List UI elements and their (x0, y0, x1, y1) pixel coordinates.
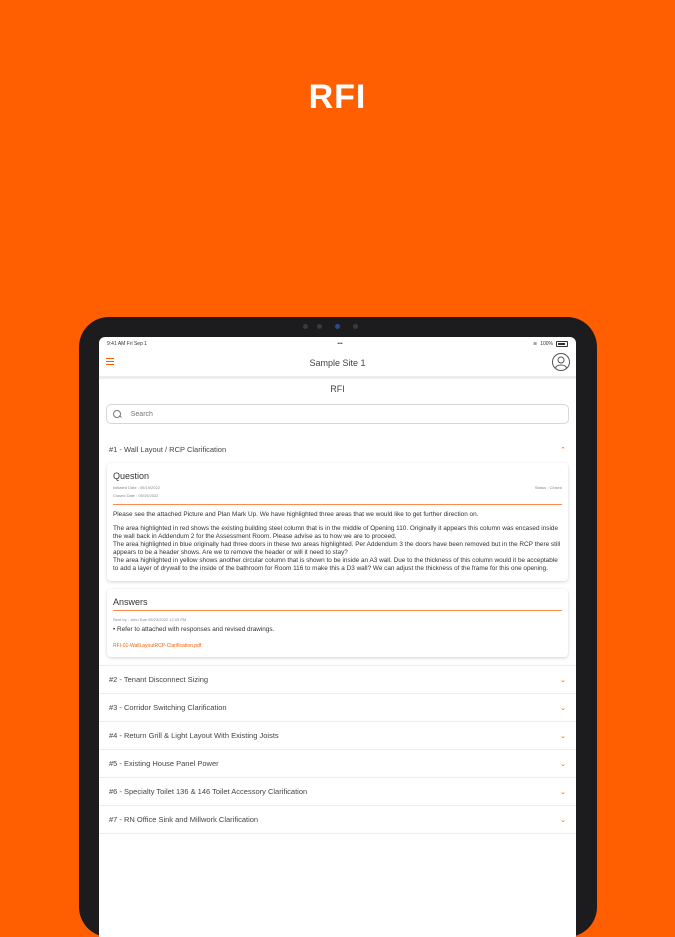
rfi-expanded-item (99, 436, 576, 666)
rfi-row-3[interactable] (99, 694, 576, 722)
closed-date: Closed Date : 05/19/2022 (113, 493, 159, 498)
hamburger-menu-icon[interactable] (106, 358, 114, 365)
rfi-row-2[interactable] (99, 666, 576, 694)
chevron-down-icon[interactable]: ⌄ (560, 676, 566, 684)
rfi-row-7[interactable] (99, 806, 576, 834)
answer-text: • Refer to attached with responses and revised drawings. (113, 626, 275, 633)
camera-dot (353, 324, 358, 329)
camera-lens (335, 324, 340, 329)
question-paragraph: The area highlighted in red shows the existing building steel column that is in the middle of Opening 110. Originally it appears this column was encased inside the wall back in Addendum 2 for the Assessment Room. Please advise as to how we are to proceed. (113, 525, 558, 540)
question-paragraph: The area highlighted in yellow shows another circular column that is shown to be inside an A3 wall. Due to the thickness of this column would it be acceptable to add a layer of drywall to the inside of the bathroom for Room 116 to make this a D3 wall? We can adjust the thickness of the frame for this one opening. (113, 557, 558, 572)
rfi-row-5[interactable] (99, 750, 576, 778)
rfi-row-title: #3 - Corridor Switching Clarification (109, 703, 227, 712)
status-bar (99, 337, 576, 350)
answers-heading: Answers (113, 597, 148, 607)
question-card (107, 463, 568, 581)
wifi-icon: ≋ (532, 340, 538, 347)
rfi-row-4[interactable] (99, 722, 576, 750)
battery-percent: 100% (540, 340, 553, 347)
camera-dot (303, 324, 308, 329)
search-input[interactable] (129, 410, 562, 419)
chevron-down-icon[interactable]: ⌄ (560, 704, 566, 712)
app-screen (99, 337, 576, 937)
attachment-link[interactable]: RFI-01-WallLayoutRCP-Clarification.pdf (113, 643, 202, 649)
question-paragraph: Please see the attached Picture and Plan Mark Up. We have highlighted three areas that we would like to get further direction on. (113, 511, 479, 518)
page-title: RFI (330, 384, 345, 394)
rfi-row-title: #1 - Wall Layout / RCP Clarification (109, 445, 227, 454)
search-icon (113, 410, 121, 418)
answers-card (107, 589, 568, 657)
chevron-down-icon[interactable]: ⌄ (560, 732, 566, 740)
chevron-up-icon[interactable]: ⌃ (560, 446, 566, 454)
answer-sent-by: Sent by : John Doe 05/23/2022 12:03 PM (113, 617, 187, 622)
nav-bar (99, 350, 576, 377)
status-label: Status : Closed (534, 485, 562, 490)
camera-dot (317, 324, 322, 329)
site-title: Sample Site 1 (309, 358, 366, 368)
chevron-down-icon[interactable]: ⌄ (560, 816, 566, 824)
user-profile-icon[interactable] (552, 353, 570, 371)
rfi-row-title: #4 - Return Grill & Light Layout With Existing Joists (109, 731, 279, 740)
battery-icon (556, 341, 568, 347)
tablet-device-frame (79, 317, 597, 937)
rfi-row-title: #5 - Existing House Panel Power (109, 759, 219, 768)
chevron-down-icon[interactable]: ⌄ (560, 788, 566, 796)
rfi-row-6[interactable] (99, 778, 576, 806)
question-heading: Question (113, 471, 150, 481)
rfi-row-title: #2 - Tenant Disconnect Sizing (109, 675, 209, 684)
divider (113, 504, 562, 505)
chevron-down-icon[interactable]: ⌄ (560, 760, 566, 768)
hero-title: RFI (308, 78, 367, 116)
rfi-row-1[interactable] (99, 436, 576, 463)
initiated-date: Initiated Date : 05/19/2022 (113, 485, 160, 490)
rfi-row-title: #7 - RN Office Sink and Millwork Clarification (109, 815, 259, 824)
status-time: 9:41 AM Fri Sep 1 (107, 340, 148, 347)
divider (113, 610, 562, 611)
status-right (533, 341, 568, 347)
question-paragraph: The area highlighted in blue originally had three doors in these two areas highlighted. Per Addendum 3 the doors have been removed but in the RCP there still appears to be a header shows. Are we to remove the header or will it need to stay? (113, 541, 561, 556)
search-bar[interactable] (106, 404, 569, 424)
rfi-row-title: #6 - Specialty Toilet 136 & 146 Toilet Accessory Clarification (109, 787, 308, 796)
status-dots: ••• (337, 340, 343, 347)
